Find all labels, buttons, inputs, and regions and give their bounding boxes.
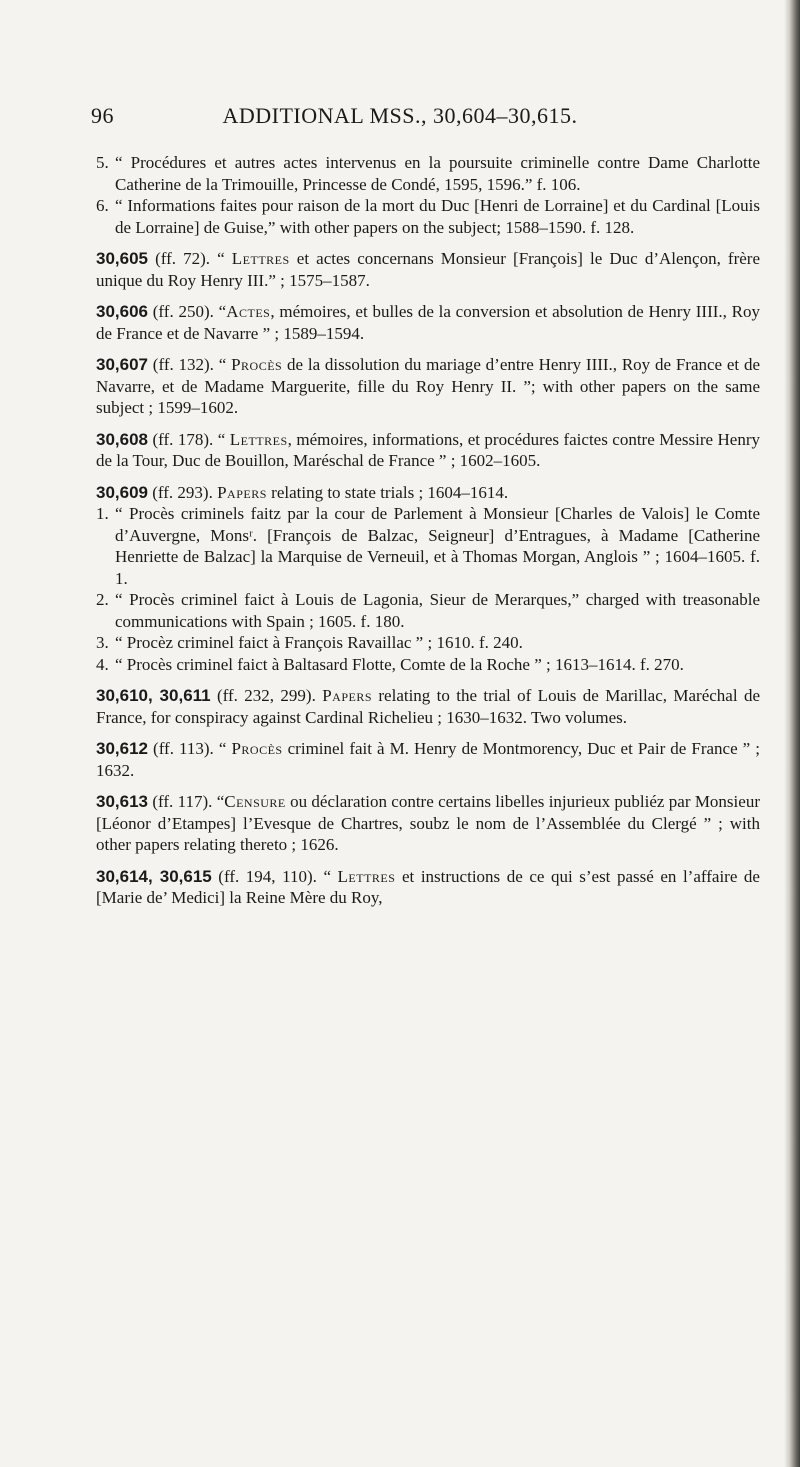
folio-count: (ff. 132). “ <box>148 355 232 374</box>
folio-count: (ff. 117). “ <box>148 792 225 811</box>
page-number: 96 <box>91 103 114 128</box>
catalogue-entry <box>96 152 760 238</box>
catalogue-entry <box>96 482 760 676</box>
ms-number: 30,612 <box>96 739 148 758</box>
ms-number: 30,609 <box>96 482 148 502</box>
ms-number: 30,610, 30,611 <box>96 686 211 705</box>
title-keyword: Lettres <box>229 429 288 449</box>
sub-item-number: 3. <box>96 633 109 652</box>
catalogue-entry <box>96 866 760 909</box>
title-keyword: Procès <box>231 355 283 374</box>
catalogue-body <box>96 152 760 919</box>
catalogue-entry <box>96 354 760 419</box>
sub-item-text: “ Procédures et autres actes intervenus en la poursuite criminelle contre Dame Charlotte Catherine de la Trimouille, Princesse de Condé, 1595, 1596.” f. 106. <box>115 153 760 194</box>
running-head: ADDITIONAL MSS., 30,604–30,615. <box>222 103 578 128</box>
title-keyword: Procès <box>231 739 283 758</box>
entry-description: criminel fait à M. Henry de Montmorency, Duc et Pair de France ” ; 1632. <box>96 739 760 780</box>
sub-item-number: 6. <box>96 196 109 215</box>
sub-item <box>96 654 760 676</box>
entry-description: et instructions de ce qui s’est passé en l’affaire de [Marie de’ Medici] la Reine Mère du Roy, <box>96 866 760 907</box>
entry-heading <box>96 738 760 781</box>
entry-description: , mémoires, et bulles de la conversion et absolution de Henry IIII., Roy de France et de Navarre ” ; 1589–1594. <box>96 302 760 343</box>
sub-item-number: 2. <box>96 590 109 609</box>
folio-count: (ff. 72). “ <box>148 249 232 268</box>
entry-heading <box>96 429 760 472</box>
ms-number: 30,614, 30,615 <box>96 866 212 886</box>
entry-heading <box>96 482 760 504</box>
sub-item-text: “ Procèz criminel faict à François Ravaillac ” ; 1610. f. 240. <box>115 633 523 652</box>
entry-description: ou déclaration contre certains libelles injurieux publiéz par Monsieur [Léonor d’Etampes] l’Evesque de Chartres, soubz le nom de l’Assemblée du Clergé ” ; with other papers relating thereto ; 1626. <box>96 792 760 854</box>
ms-number: 30,613 <box>96 792 148 811</box>
title-keyword: Actes <box>226 302 271 321</box>
ms-number: 30,608 <box>96 429 148 449</box>
entry-heading <box>96 685 760 728</box>
sub-item-text: “ Informations faites pour raison de la mort du Duc [Henri de Lorraine] et du Cardinal [Louis de Lorraine] de Guise,” with other papers on the subject; 1588–1590. f. 128. <box>115 196 760 237</box>
ms-number: 30,605 <box>96 249 148 268</box>
sub-item-number: 5. <box>96 153 109 172</box>
entry-description: relating to state trials ; 1604–1614. <box>266 482 509 502</box>
catalogue-entry <box>96 248 760 291</box>
entry-description: , mémoires, informations, et procédures faictes contre Messire Henry de la Tour, Duc de Bouillon, Maréschal de France ” ; 1602–1605. <box>96 429 760 470</box>
entry-description: relating to the trial of Louis de Marillac, Maréchal de France, for conspiracy against Cardinal Richelieu ; 1630–1632. Two volumes. <box>96 686 760 727</box>
catalogue-entry <box>96 738 760 781</box>
catalogue-entry <box>96 429 760 472</box>
folio-count: (ff. 178). “ <box>148 429 230 449</box>
folio-count: (ff. 250). “ <box>148 302 227 321</box>
page-edge-shadow <box>784 0 800 1467</box>
entry-heading <box>96 354 760 419</box>
page-header <box>0 103 800 139</box>
sub-item <box>96 589 760 632</box>
sub-item-text: “ Procès criminel faict à Louis de Lagonia, Sieur de Merarques,” charged with treasonable communications with Spain ; 1605. f. 180. <box>115 590 760 631</box>
catalogue-entry <box>96 685 760 728</box>
entry-heading <box>96 301 760 344</box>
title-keyword: Papers <box>322 686 373 705</box>
sub-item <box>96 632 760 654</box>
entry-heading <box>96 791 760 856</box>
sub-item <box>96 152 760 195</box>
catalogue-entry <box>96 791 760 856</box>
catalogue-entry <box>96 301 760 344</box>
sub-item-number: 4. <box>96 654 109 674</box>
entry-description: et actes concernans Monsieur [François] le Duc d’Alençon, frère unique du Roy Henry III.” ; 1575–1587. <box>96 249 760 290</box>
title-keyword: Lettres <box>231 249 290 268</box>
ms-number: 30,607 <box>96 355 148 374</box>
sub-item-text: “ Procès criminels faitz par la cour de Parlement à Monsieur [Charles de Valois] le Comte d’Auvergne, Monsʳ. [François de Balzac, Seigneur] d’Entragues, à Madame [Catherine Henriette de Balzac] la Marquise de Verneuil, et à Thomas Morgan, Anglois ” ; 1604–1605. f. 1. <box>115 504 760 588</box>
ms-number: 30,606 <box>96 302 148 321</box>
folio-count: (ff. 232, 299). <box>210 686 323 705</box>
entry-heading <box>96 248 760 291</box>
folio-count: (ff. 194, 110). “ <box>211 866 338 886</box>
entry-heading <box>96 866 760 909</box>
entry-description: de la dissolution du mariage d’entre Henry IIII., Roy de France et de Navarre, et de Madame Marguerite, fille du Roy Henry II. ”; with other papers on the same subject ; 1599–1602. <box>96 355 760 417</box>
folio-count: (ff. 113). “ <box>148 739 232 758</box>
sub-item <box>96 503 760 589</box>
sub-item-text: “ Procès criminel faict à Baltasard Flotte, Comte de la Roche ” ; 1613–1614. f. 270. <box>115 654 684 674</box>
title-keyword: Censure <box>224 792 286 811</box>
title-keyword: Lettres <box>337 866 396 886</box>
title-keyword: Papers <box>217 482 267 502</box>
sub-item <box>96 195 760 238</box>
folio-count: (ff. 293). <box>148 482 218 502</box>
sub-item-number: 1. <box>96 504 109 523</box>
